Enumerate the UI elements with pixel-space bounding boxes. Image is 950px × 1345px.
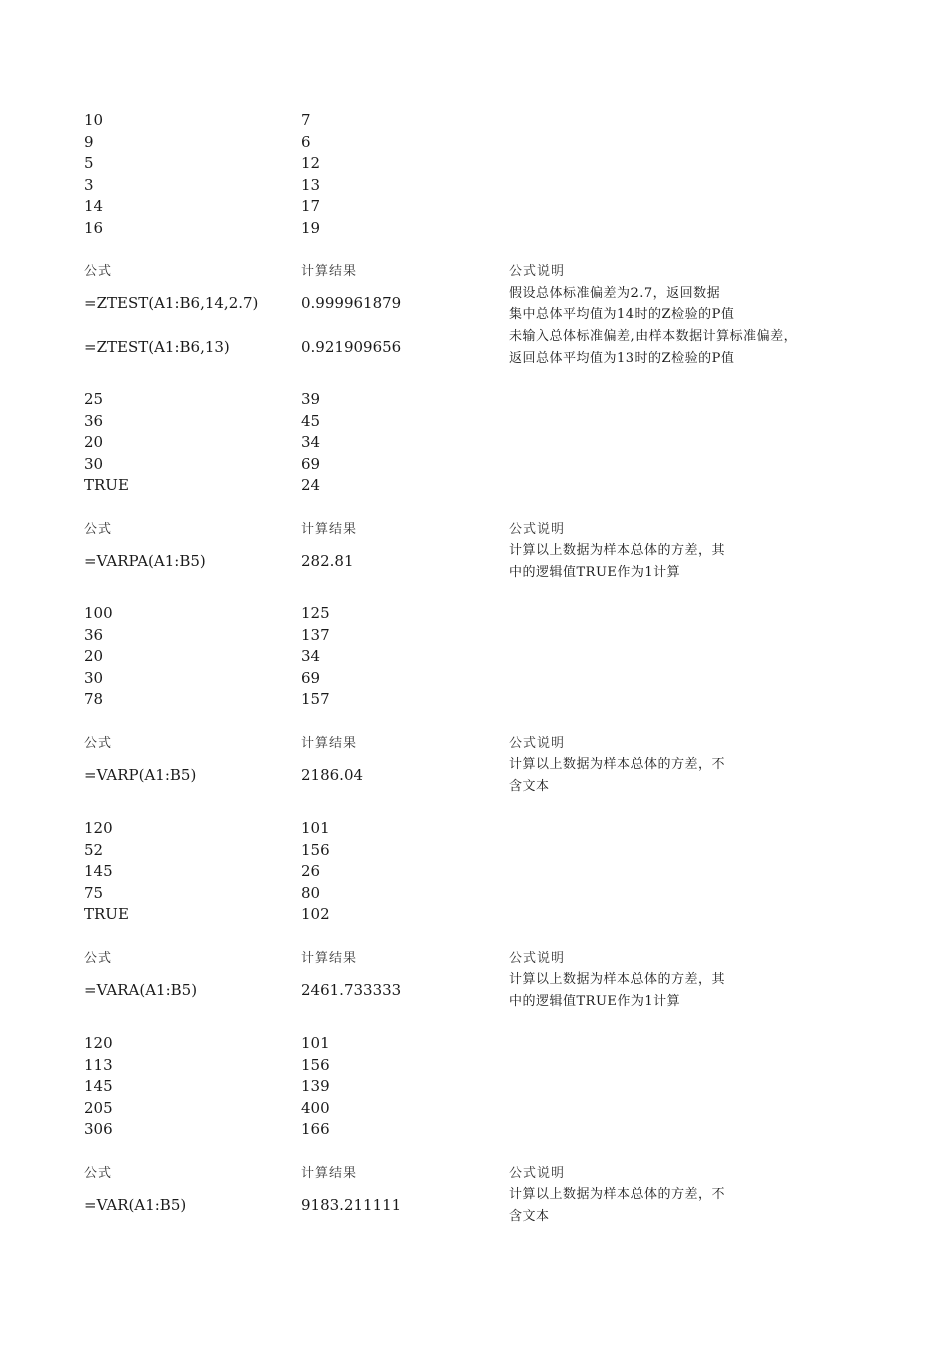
data-section-3 bbox=[0, 603, 950, 797]
data-row bbox=[0, 668, 950, 690]
cell-a[interactable]: 78 bbox=[84, 690, 104, 709]
cell-a[interactable]: TRUE bbox=[84, 476, 129, 495]
cell-a[interactable]: 16 bbox=[84, 218, 104, 237]
result-cell[interactable]: 0.921909656 bbox=[301, 337, 402, 356]
cell-b[interactable]: 6 bbox=[301, 132, 311, 151]
data-row bbox=[0, 904, 950, 926]
formula-cell[interactable]: =VARA(A1:B5) bbox=[84, 980, 198, 999]
header-description[interactable]: 公式说明 bbox=[509, 950, 566, 966]
description-line: 计算以上数据为样本总体的方差，其 bbox=[509, 543, 726, 559]
header-description[interactable]: 公式说明 bbox=[509, 264, 566, 280]
data-section-1 bbox=[0, 110, 950, 369]
cell-a[interactable]: 30 bbox=[84, 454, 104, 473]
data-row bbox=[0, 432, 950, 454]
cell-a[interactable]: 25 bbox=[84, 390, 104, 408]
result-cell[interactable]: 2461.733333 bbox=[301, 980, 402, 999]
description-cell[interactable] bbox=[509, 283, 735, 326]
formula-cell[interactable]: =ZTEST(A1:B6,13) bbox=[84, 337, 230, 356]
data-row bbox=[0, 818, 950, 840]
cell-a[interactable]: 205 bbox=[84, 1098, 113, 1117]
cell-a[interactable]: 20 bbox=[84, 647, 104, 666]
formula-row bbox=[0, 754, 950, 797]
cell-a[interactable]: 120 bbox=[84, 1034, 113, 1052]
cell-a[interactable]: 120 bbox=[84, 819, 113, 837]
cell-a[interactable]: 5 bbox=[84, 154, 94, 173]
cell-b[interactable]: 39 bbox=[301, 390, 321, 408]
header-row bbox=[0, 1163, 950, 1185]
cell-a[interactable]: 145 bbox=[84, 862, 113, 881]
cell-b[interactable]: 156 bbox=[301, 840, 330, 859]
cell-b[interactable]: 157 bbox=[301, 690, 330, 709]
description-line: 中的逻辑值TRUE作为1计算 bbox=[509, 564, 681, 580]
cell-b[interactable]: 166 bbox=[301, 1120, 330, 1139]
header-description[interactable]: 公式说明 bbox=[509, 1165, 566, 1181]
data-row bbox=[0, 625, 950, 647]
description-line: 含文本 bbox=[509, 778, 550, 794]
header-formula[interactable]: 公式 bbox=[84, 1165, 113, 1181]
data-row bbox=[0, 840, 950, 862]
cell-b[interactable]: 13 bbox=[301, 175, 321, 194]
cell-a[interactable]: 20 bbox=[84, 433, 104, 452]
spacer-row bbox=[0, 926, 950, 948]
data-row bbox=[0, 454, 950, 476]
data-row bbox=[0, 1098, 950, 1120]
cell-b[interactable]: 12 bbox=[301, 154, 321, 173]
data-row bbox=[0, 1076, 950, 1098]
data-row bbox=[0, 646, 950, 668]
cell-b[interactable]: 24 bbox=[301, 476, 321, 495]
header-row bbox=[0, 519, 950, 541]
cell-b[interactable]: 19 bbox=[301, 218, 321, 237]
cell-a[interactable]: 10 bbox=[84, 111, 104, 129]
result-cell[interactable]: 282.81 bbox=[301, 551, 354, 570]
cell-b[interactable]: 45 bbox=[301, 411, 321, 430]
header-description[interactable]: 公式说明 bbox=[509, 735, 566, 751]
cell-a[interactable]: 36 bbox=[84, 411, 104, 430]
data-row bbox=[0, 218, 950, 240]
cell-b[interactable]: 137 bbox=[301, 625, 330, 644]
description-cell[interactable] bbox=[509, 326, 798, 369]
data-row bbox=[0, 110, 950, 132]
formula-cell[interactable]: =VARP(A1:B5) bbox=[84, 765, 197, 784]
data-row bbox=[0, 861, 950, 883]
result-cell[interactable]: 2186.04 bbox=[301, 765, 364, 784]
cell-a[interactable]: 113 bbox=[84, 1055, 113, 1074]
description-line: 返回总体平均值为13时的Z检验的P值 bbox=[509, 350, 735, 366]
formula-row bbox=[0, 969, 950, 1012]
cell-a[interactable]: 52 bbox=[84, 840, 104, 859]
header-formula[interactable]: 公式 bbox=[84, 264, 113, 280]
description-cell[interactable] bbox=[509, 540, 726, 583]
cell-a[interactable]: 3 bbox=[84, 175, 94, 194]
spacer-row bbox=[0, 497, 950, 519]
spacer-row bbox=[0, 240, 950, 262]
data-row bbox=[0, 689, 950, 711]
description-line: 计算以上数据为样本总体的方差，不 bbox=[509, 757, 726, 773]
description-line: 含文本 bbox=[509, 1208, 550, 1224]
cell-b[interactable]: 101 bbox=[301, 819, 330, 837]
cell-b[interactable]: 17 bbox=[301, 197, 321, 216]
formula-cell[interactable]: =VAR(A1:B5) bbox=[84, 1195, 187, 1214]
cell-b[interactable]: 34 bbox=[301, 433, 321, 452]
formula-cell[interactable]: =VARPA(A1:B5) bbox=[84, 551, 206, 570]
cell-a[interactable]: 9 bbox=[84, 132, 94, 151]
spacer-row bbox=[0, 1141, 950, 1163]
data-row bbox=[0, 603, 950, 625]
cell-a[interactable]: TRUE bbox=[84, 905, 129, 924]
cell-a[interactable]: 100 bbox=[84, 604, 113, 622]
cell-a[interactable]: 30 bbox=[84, 668, 104, 687]
cell-b[interactable]: 400 bbox=[301, 1098, 330, 1117]
cell-a[interactable]: 145 bbox=[84, 1077, 113, 1096]
header-row bbox=[0, 948, 950, 970]
header-row bbox=[0, 733, 950, 755]
cell-b[interactable]: 80 bbox=[301, 883, 321, 902]
description-cell[interactable] bbox=[509, 1184, 726, 1227]
data-section-2 bbox=[0, 389, 950, 583]
formula-row bbox=[0, 283, 950, 326]
data-row bbox=[0, 475, 950, 497]
cell-a[interactable]: 306 bbox=[84, 1120, 113, 1139]
header-result[interactable]: 计算结果 bbox=[301, 1165, 358, 1181]
data-row bbox=[0, 132, 950, 154]
data-row bbox=[0, 196, 950, 218]
header-formula[interactable]: 公式 bbox=[84, 950, 113, 966]
data-section-4 bbox=[0, 818, 950, 1012]
header-result[interactable]: 计算结果 bbox=[301, 521, 358, 537]
header-formula[interactable]: 公式 bbox=[84, 735, 113, 751]
header-result[interactable]: 计算结果 bbox=[301, 950, 358, 966]
header-result[interactable]: 计算结果 bbox=[301, 735, 358, 751]
data-row bbox=[0, 883, 950, 905]
cell-b[interactable]: 7 bbox=[301, 111, 311, 129]
cell-b[interactable]: 102 bbox=[301, 905, 330, 924]
cell-b[interactable]: 69 bbox=[301, 454, 321, 473]
data-row bbox=[0, 1033, 950, 1055]
data-section-5 bbox=[0, 1033, 950, 1227]
data-row bbox=[0, 175, 950, 197]
cell-b[interactable]: 34 bbox=[301, 647, 321, 666]
description-line: 计算以上数据为样本总体的方差，不 bbox=[509, 1187, 726, 1203]
cell-b[interactable]: 139 bbox=[301, 1077, 330, 1096]
description-cell[interactable] bbox=[509, 754, 726, 797]
result-cell[interactable]: 9183.211111 bbox=[301, 1195, 402, 1214]
cell-b[interactable]: 69 bbox=[301, 668, 321, 687]
description-line: 假设总体标准偏差为2.7，返回数据 bbox=[509, 285, 721, 301]
spacer-row bbox=[0, 711, 950, 733]
cell-a[interactable]: 75 bbox=[84, 883, 104, 902]
formula-row bbox=[0, 326, 950, 369]
cell-b[interactable]: 26 bbox=[301, 862, 321, 881]
formula-row bbox=[0, 1184, 950, 1227]
data-row bbox=[0, 1119, 950, 1141]
data-row bbox=[0, 411, 950, 433]
data-row bbox=[0, 389, 950, 411]
header-row bbox=[0, 261, 950, 283]
description-line: 集中总体平均值为14时的Z检验的P值 bbox=[509, 307, 735, 323]
description-line: 计算以上数据为样本总体的方差，其 bbox=[509, 972, 726, 988]
cell-a[interactable]: 36 bbox=[84, 625, 104, 644]
formula-row bbox=[0, 540, 950, 583]
result-cell[interactable]: 0.999961879 bbox=[301, 294, 402, 313]
header-formula[interactable]: 公式 bbox=[84, 521, 113, 537]
data-row bbox=[0, 1055, 950, 1077]
header-result[interactable]: 计算结果 bbox=[301, 264, 358, 280]
cell-b[interactable]: 156 bbox=[301, 1055, 330, 1074]
cell-b[interactable]: 101 bbox=[301, 1034, 330, 1052]
formula-cell[interactable]: =ZTEST(A1:B6,14,2.7) bbox=[84, 294, 259, 313]
cell-a[interactable]: 14 bbox=[84, 197, 104, 216]
data-row bbox=[0, 153, 950, 175]
description-line: 中的逻辑值TRUE作为1计算 bbox=[509, 993, 681, 1009]
header-description[interactable]: 公式说明 bbox=[509, 521, 566, 537]
cell-b[interactable]: 125 bbox=[301, 604, 330, 622]
description-cell[interactable] bbox=[509, 969, 726, 1012]
description-line: 未输入总体标准偏差,由样本数据计算标准偏差， bbox=[509, 328, 798, 344]
